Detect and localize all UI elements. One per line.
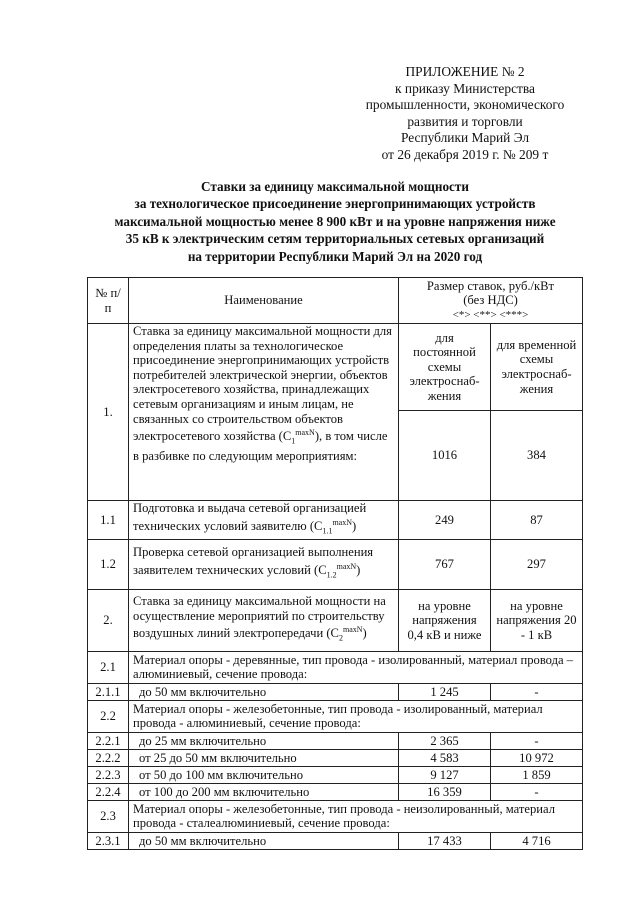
cell-value-b: 1 859	[491, 766, 583, 783]
row-name-tail: ), в том числе в разбивке по следующим мероприятиям:	[133, 429, 388, 464]
cell-value-a: 767	[399, 539, 491, 589]
table-row	[88, 539, 583, 589]
document-title	[70, 178, 600, 265]
header-number: № п/п	[88, 278, 129, 324]
subscript: 1.2	[326, 570, 337, 580]
subscript: 1	[291, 436, 296, 446]
rates-table	[87, 277, 583, 850]
cell-value-b: -	[491, 732, 583, 749]
superscript: maxN	[332, 517, 353, 527]
row-name-text: Ставка за единицу максимальной мощности на осуществление мероприятий по строительству воздушных линий электропередачи (С	[133, 594, 386, 641]
row-name	[129, 539, 399, 589]
row-name-tail: )	[362, 626, 367, 641]
row-number: 2.2.3	[88, 766, 129, 783]
row-number: 2.2	[88, 700, 129, 732]
cell-value-b: -	[491, 683, 583, 700]
table-row	[88, 800, 583, 832]
row-name-text: Проверка сетевой организацией выполнения заявителем технических условий (С	[133, 545, 374, 578]
cell-value-a: 2 365	[399, 732, 491, 749]
row-name	[129, 324, 399, 501]
title-line: за технологическое присоединение энергопринимающих устройств	[134, 196, 536, 212]
superscript: maxN	[342, 625, 363, 635]
row-name: от 50 до 100 мм включительно	[129, 766, 399, 783]
table-row	[88, 700, 583, 732]
subscript: 1.1	[322, 526, 333, 536]
row-number: 1.	[88, 324, 129, 501]
appendix-line: от 26 декабря 2019 г. № 209 т	[381, 146, 549, 162]
row-number: 2.1	[88, 651, 129, 683]
row-name: от 100 до 200 мм включительно	[129, 783, 399, 800]
table-row	[88, 732, 583, 749]
row-number: 2.	[88, 589, 129, 651]
header-rates	[399, 278, 583, 324]
cell-value-b: 297	[491, 539, 583, 589]
cell-value-a: 1 245	[399, 683, 491, 700]
col-a-header: для постоянной схемы электроснаб- жения	[399, 324, 491, 411]
row-name-tail: )	[352, 518, 357, 533]
appendix-line: развития и торговли	[407, 113, 523, 129]
cell-value-b: 384	[491, 411, 583, 501]
cell-value-a: 17 433	[399, 832, 491, 849]
row-name-text: Подготовка и выдача сетевой организацией технических условий заявителю (С	[133, 501, 367, 533]
row-name: от 25 до 50 мм включительно	[129, 749, 399, 766]
cell-value-a: 9 127	[399, 766, 491, 783]
subscript: 2	[338, 634, 343, 644]
table-row	[88, 651, 583, 683]
cell-value-b: -	[491, 783, 583, 800]
appendix-block	[340, 64, 590, 164]
header-name: Наименование	[129, 278, 399, 324]
title-line: 35 кВ к электрическим сетям территориальных сетевых организаций	[125, 231, 545, 247]
title-line: на территории Республики Марий Эл на 2020 год	[187, 248, 483, 264]
table-row	[88, 501, 583, 540]
appendix-line: к приказу Министерства	[395, 80, 535, 96]
row-name	[129, 501, 399, 540]
appendix-line: Республики Марий Эл	[400, 130, 530, 146]
row-number: 2.3	[88, 800, 129, 832]
cell-value-b: на уровне напряжения 20 - 1 кВ	[491, 589, 583, 651]
row-name-tail: )	[356, 563, 361, 578]
cell-value-a: 249	[399, 501, 491, 540]
title-line: Ставки за единицу максимальной мощности	[201, 179, 469, 194]
title-line: максимальной мощностью менее 8 900 кВт и на уровне напряжения ниже	[114, 213, 556, 229]
header-notes: <*> <**> <***>	[452, 308, 529, 321]
row-number: 2.3.1	[88, 832, 129, 849]
table-row	[88, 749, 583, 766]
row-name: Материал опоры - деревянные, тип провода - изолированный, материал провода – алюминиевый, сечение провода:	[129, 651, 583, 683]
row-name-text: Ставка за единицу максимальной мощности для определения платы за технологическое присоединение энергопринимающих устройств потребителей электрической энергии, объектов электросетевого хозяйства, принадлежащих сетевым организациям и иным лицам, не связанных со строительством объектов электросетевого хозяйства (С	[133, 324, 392, 444]
row-name: до 50 мм включительно	[129, 832, 399, 849]
row-number: 2.2.4	[88, 783, 129, 800]
row-name: Материал опоры - железобетонные, тип провода - изолированный, материал провода - алюминиевый, сечение провода:	[129, 700, 583, 732]
row-number: 1.2	[88, 539, 129, 589]
cell-value-b: 4 716	[491, 832, 583, 849]
table-row	[88, 683, 583, 700]
row-number: 1.1	[88, 501, 129, 540]
table-row	[88, 589, 583, 651]
cell-value-b: 87	[491, 501, 583, 540]
header-rates-label: Размер ставок, руб./кВт (без НДС)	[426, 278, 555, 308]
table-row	[88, 783, 583, 800]
cell-value-a: 4 583	[399, 749, 491, 766]
appendix-title: ПРИЛОЖЕНИЕ № 2	[405, 64, 525, 79]
row-name: до 50 мм включительно	[129, 683, 399, 700]
row-number: 2.1.1	[88, 683, 129, 700]
superscript: maxN	[295, 428, 315, 438]
table-row	[88, 324, 583, 411]
table-row	[88, 766, 583, 783]
appendix-line: промышленности, экономического	[365, 97, 565, 113]
table-header-row	[88, 278, 583, 324]
superscript: maxN	[336, 562, 357, 572]
cell-value-a: 1016	[399, 411, 491, 501]
row-name: до 25 мм включительно	[129, 732, 399, 749]
cell-value-a: 16 359	[399, 783, 491, 800]
row-name: Материал опоры - железобетонные, тип провода - неизолированный, материал провода - сталеалюминиевый, сечение провода:	[129, 800, 583, 832]
cell-value-a: на уровне напряжения 0,4 кВ и ниже	[399, 589, 491, 651]
row-name	[129, 589, 399, 651]
cell-value-b: 10 972	[491, 749, 583, 766]
table-row	[88, 832, 583, 849]
col-b-header: для временной схемы электроснаб- жения	[491, 324, 583, 411]
row-number: 2.2.1	[88, 732, 129, 749]
row-number: 2.2.2	[88, 749, 129, 766]
